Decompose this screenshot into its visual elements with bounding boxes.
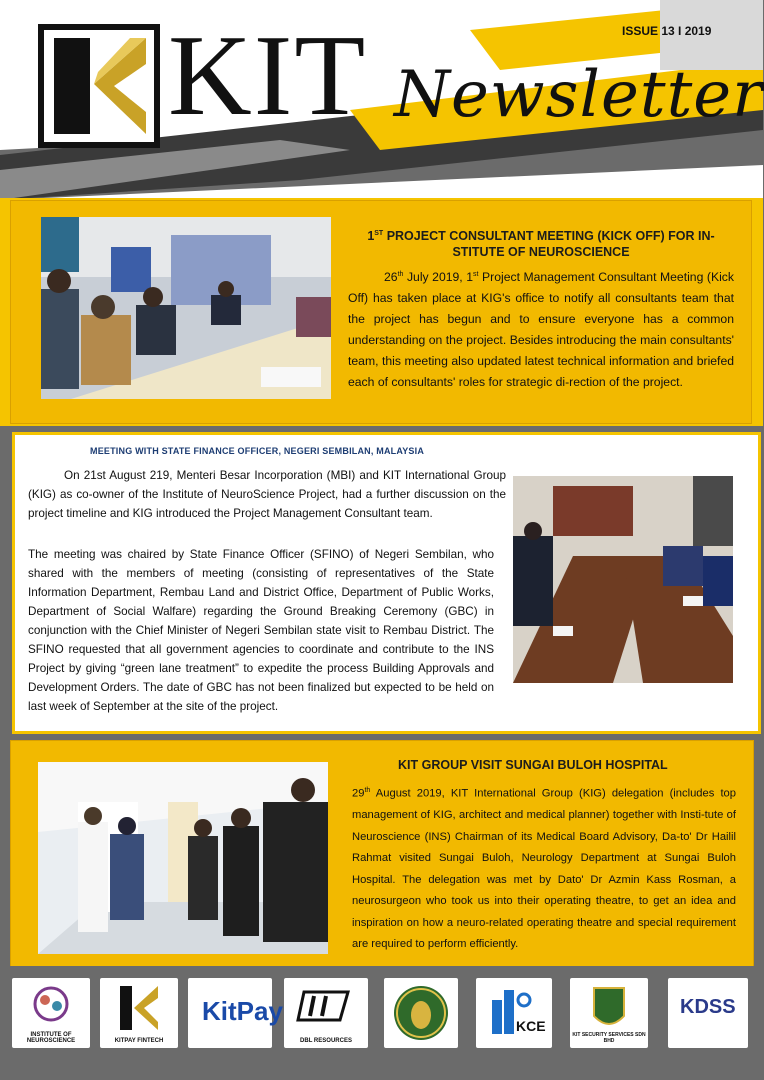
meeting-room-image: [41, 217, 331, 399]
photo-kickoff-meeting: [41, 217, 331, 399]
logo-kdss: [668, 978, 748, 1048]
kce-wordmark: KCE: [516, 1018, 546, 1034]
logo-label: KITPAY FINTECH: [114, 1038, 164, 1044]
kit-logo: [38, 24, 160, 148]
logo-label: KIT SECURITY SERVICES SDN BHD: [572, 1032, 646, 1044]
kit-logo-icon: [38, 24, 160, 148]
logo-kitpay: [188, 978, 283, 1048]
logo-label: DBL RESOURCES: [300, 1038, 352, 1044]
hospital-corridor-image: [38, 762, 328, 954]
kitpay-wordmark: KitPay: [202, 996, 283, 1026]
article-finance-title: MEETING WITH STATE FINANCE OFFICER, NEGERI SEMBILAN, MALAYSIA: [90, 446, 425, 456]
article-finance-para1: On 21st August 219, Menteri Besar Incorporation (MBI) and KIT International Group (KIG) as co-owner of the Institute of NeuroScience Project, had a further discussion on the project timeline and KIG introduced the Project Management Consultant team.: [28, 469, 506, 520]
finance-meeting-image: [513, 476, 733, 683]
article-hospital-title: KIT GROUP VISIT SUNGAI BULOH HOSPITAL: [398, 758, 668, 772]
photo-hospital-visit: [38, 762, 328, 954]
logo-kce: [476, 978, 552, 1048]
logo-label: INSTITUTE OF NEUROSCIENCE: [26, 1032, 76, 1044]
logo-pinecone: [384, 978, 458, 1048]
logo-dbl-resources: [284, 978, 368, 1048]
issue-label: ISSUE 13 I 2019: [622, 24, 712, 38]
pinecone-icon: [384, 978, 458, 1048]
article-hospital-body: 29th August 2019, KIT International Group (KIG) delegation (includes top management of KIG, architect and medical planner) together with Insti-tute of Neuroscience (INS) Chairman of its Medical Board Advisory, Da-to' Dr Hailil Rahmat visited Sungai Buloh, Neurology Department at Sungai Buloh Hospital. The delegation was met by Dato' Dr Azmin Kass Rosman, a neurosurgeon who took us into their operating theatre, to get an idea and inspiration on how a neuro-related operating theatre and special requirement are required to perform efficiently.: [352, 787, 736, 951]
article-kickoff-title: 1ST PROJECT CONSULTANT MEETING (KICK OFF) FOR IN-STITUTE OF NEUROSCIENCE: [367, 229, 715, 260]
masthead-kit: KIT: [168, 12, 368, 140]
article-finance-para2: The meeting was chaired by State Finance Officer (SFINO) of Negeri Sembilan, who shared with the members of meeting (consisting of representatives of the State Information Department, Rembau Land and District Office, Department of Public Works, Department of Social Walfare) regarding the Ground Breaking Ceremony (GBC) in conjunction with the Chief Minister of Negeri Sembilan state visit to Rembau District. The SFINO requested that all government agencies to coordinate and contribute to the INS Project by giving “green lane treatment” to expedite the process Building Approvals and Development Orders. The date of GBC has not been finalized but expected to be held on last week of September at the site of the project.: [28, 548, 494, 713]
photo-finance-meeting: [513, 476, 733, 683]
article-kickoff-body: 26th July 2019, 1st Project Management Consultant Meeting (Kick Off) has taken place at KIG's office to notify all consultants team that the project has begun and to ensure everyone has a common understanding on the project. Besides introducing the main consultants' team, this meeting also updated latest technical information and briefed each of consultants' roles for strategic di-rection of the project.: [348, 270, 734, 390]
logo-kitpay-fintech: [100, 978, 178, 1048]
logo-security-services: [570, 978, 648, 1048]
logo-institute-of-neuroscience: [12, 978, 90, 1048]
kdss-wordmark: KDSS: [680, 996, 736, 1018]
masthead-newsletter: Newsletter: [394, 58, 764, 132]
kce-building-icon: [476, 978, 552, 1048]
